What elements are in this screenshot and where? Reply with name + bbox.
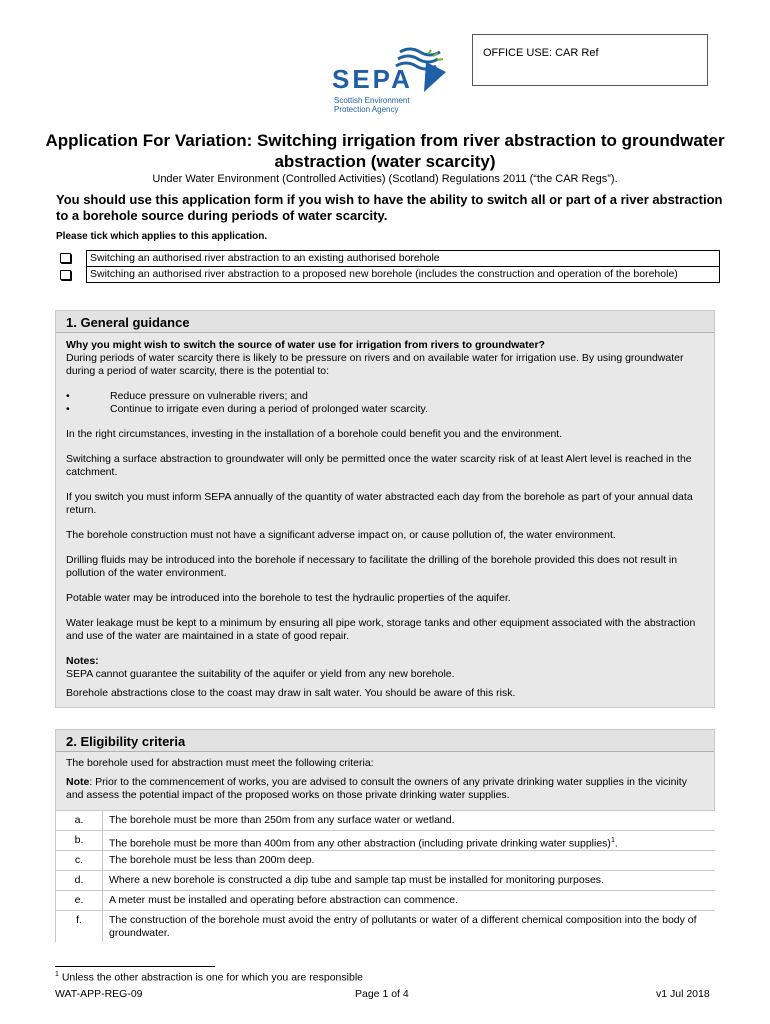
footer-version: v1 Jul 2018 (656, 988, 710, 1000)
tick-instruction: Please tick which applies to this application. (56, 231, 268, 242)
sepa-logo (328, 40, 458, 120)
note-text: SEPA cannot guarantee the suitability of the aquifer or yield from any new borehole. (66, 668, 455, 680)
page-subtitle: Under Water Environment (Controlled Activities) (Scotland) Regulations 2011 (“the CAR Regs”). (152, 173, 618, 185)
guidance-paragraph: Water leakage must be kept to a minimum by ensuring all pipe work, storage tanks and other equipment associated with the abstraction and use of the water are maintained in a state of good repair. (66, 617, 696, 642)
criteria-text: A meter must be installed and operating before abstraction can commence. (102, 891, 715, 911)
criteria-letter: b. (74, 834, 84, 846)
criteria-text (102, 831, 715, 851)
option-1-checkbox[interactable] (60, 253, 71, 263)
bullet-item: Continue to irrigate even during a period of prolonged water scarcity. (110, 403, 428, 415)
page-title: Application For Variation: Switching irrigation from river abstraction to groundwater abstraction (water scarcity) (45, 131, 725, 171)
guidance-paragraph: The borehole construction must not have a significant adverse impact on, or cause pollution of, the water environment. (66, 529, 616, 541)
option-1-label: Switching an authorised river abstraction to an existing authorised borehole (90, 252, 440, 264)
bullet-marker: • (66, 390, 70, 402)
section-1-heading: 1. General guidance (56, 311, 714, 333)
notes-label: Notes: (66, 655, 99, 667)
criteria-note-text: : Prior to the commencement of works, you are advised to consult the owners of any private drinking water supplies in the vicinity and assess the potential impact of the proposed works on those private drinking water supplies. (66, 776, 687, 801)
criteria-row (56, 810, 715, 831)
criteria-row (56, 850, 715, 871)
criteria-letter: e. (74, 894, 84, 906)
criteria-row (56, 870, 715, 891)
criteria-letter: a. (74, 814, 84, 826)
note-text: Borehole abstractions close to the coast may draw in salt water. You should be aware of this risk. (66, 687, 516, 699)
sepa-logo-mark (328, 40, 458, 120)
criteria-text-main: The borehole must be more than 400m from any other abstraction (including private drinking water supplies) (109, 837, 611, 850)
logo-text: SEPA (332, 64, 413, 94)
guidance-paragraph: During periods of water scarcity there is likely to be pressure on rivers and on available water for irrigation use. By using groundwater during a period of water scarcity, there is the potential to: (66, 352, 684, 377)
bullet-marker: • (66, 403, 70, 415)
criteria-row (56, 830, 715, 851)
section-2-heading: 2. Eligibility criteria (56, 730, 714, 752)
criteria-text: The construction of the borehole must avoid the entry of pollutants or water of a different chemical composition into the body of groundwater. (102, 911, 715, 942)
criteria-text-end: . (614, 837, 618, 850)
option-2-label: Switching an authorised river abstraction to a proposed new borehole (includes the construction and operation of the borehole) (87, 266, 719, 282)
criteria-letter: d. (74, 874, 84, 886)
criteria-row (56, 890, 715, 911)
bullet-item: Reduce pressure on vulnerable rivers; and (110, 390, 308, 402)
options-table (86, 250, 720, 283)
office-use-box (472, 34, 708, 86)
criteria-text: The borehole must be less than 200m deep. (102, 851, 715, 871)
office-use-label: OFFICE USE: CAR Ref (483, 47, 599, 59)
criteria-row (56, 910, 715, 942)
option-2-checkbox[interactable] (60, 270, 71, 280)
guidance-paragraph: In the right circumstances, investing in the installation of a borehole could benefit you and the environment. (66, 428, 563, 440)
guidance-paragraph: Switching a surface abstraction to groundwater will only be permitted once the water scarcity risk of at least Alert level is reached in the catchment. (66, 453, 692, 478)
criteria-text: The borehole must be more than 250m from any surface water or wetland. (102, 811, 715, 831)
logo-line2: Protection Agency (334, 105, 399, 114)
criteria-letter: c. (74, 854, 84, 866)
footnote-ref: 1 (610, 837, 615, 844)
criteria-letter: f. (76, 914, 82, 926)
footnote-divider (55, 966, 215, 967)
criteria-note-label: Note (66, 776, 90, 788)
intro-text: You should use this application form if you wish to have the ability to switch all or part of a river abstraction to a borehole source during periods of water scarcity. (56, 192, 723, 223)
guidance-paragraph: If you switch you must inform SEPA annually of the quantity of water abstracted each day from the borehole as part of your annual data return. (66, 491, 693, 516)
logo-line1: Scottish Environment (334, 96, 410, 105)
footer-doc-code: WAT-APP-REG-09 (55, 988, 143, 1000)
criteria-intro: The borehole used for abstraction must meet the following criteria: (66, 757, 374, 769)
guidance-paragraph: Potable water may be introduced into the borehole to test the hydraulic properties of the aquifer. (66, 592, 511, 604)
general-guidance-section (55, 310, 715, 708)
footnote-mark: 1 (55, 971, 59, 978)
footnote (55, 971, 363, 984)
guidance-question: Why you might wish to switch the source of water use for irrigation from rivers to groundwater? (66, 339, 545, 351)
criteria-text: Where a new borehole is constructed a dip tube and sample tap must be installed for monitoring purposes. (102, 871, 715, 891)
eligibility-criteria-section (55, 729, 715, 942)
footer-page-number: Page 1 of 4 (355, 988, 409, 1000)
guidance-paragraph: Drilling fluids may be introduced into the borehole if necessary to facilitate the drilling of the borehole provided this does not result in pollution of the water environment. (66, 554, 678, 579)
footnote-text: Unless the other abstraction is one for which you are responsible (58, 971, 363, 984)
criteria-note (66, 776, 706, 802)
